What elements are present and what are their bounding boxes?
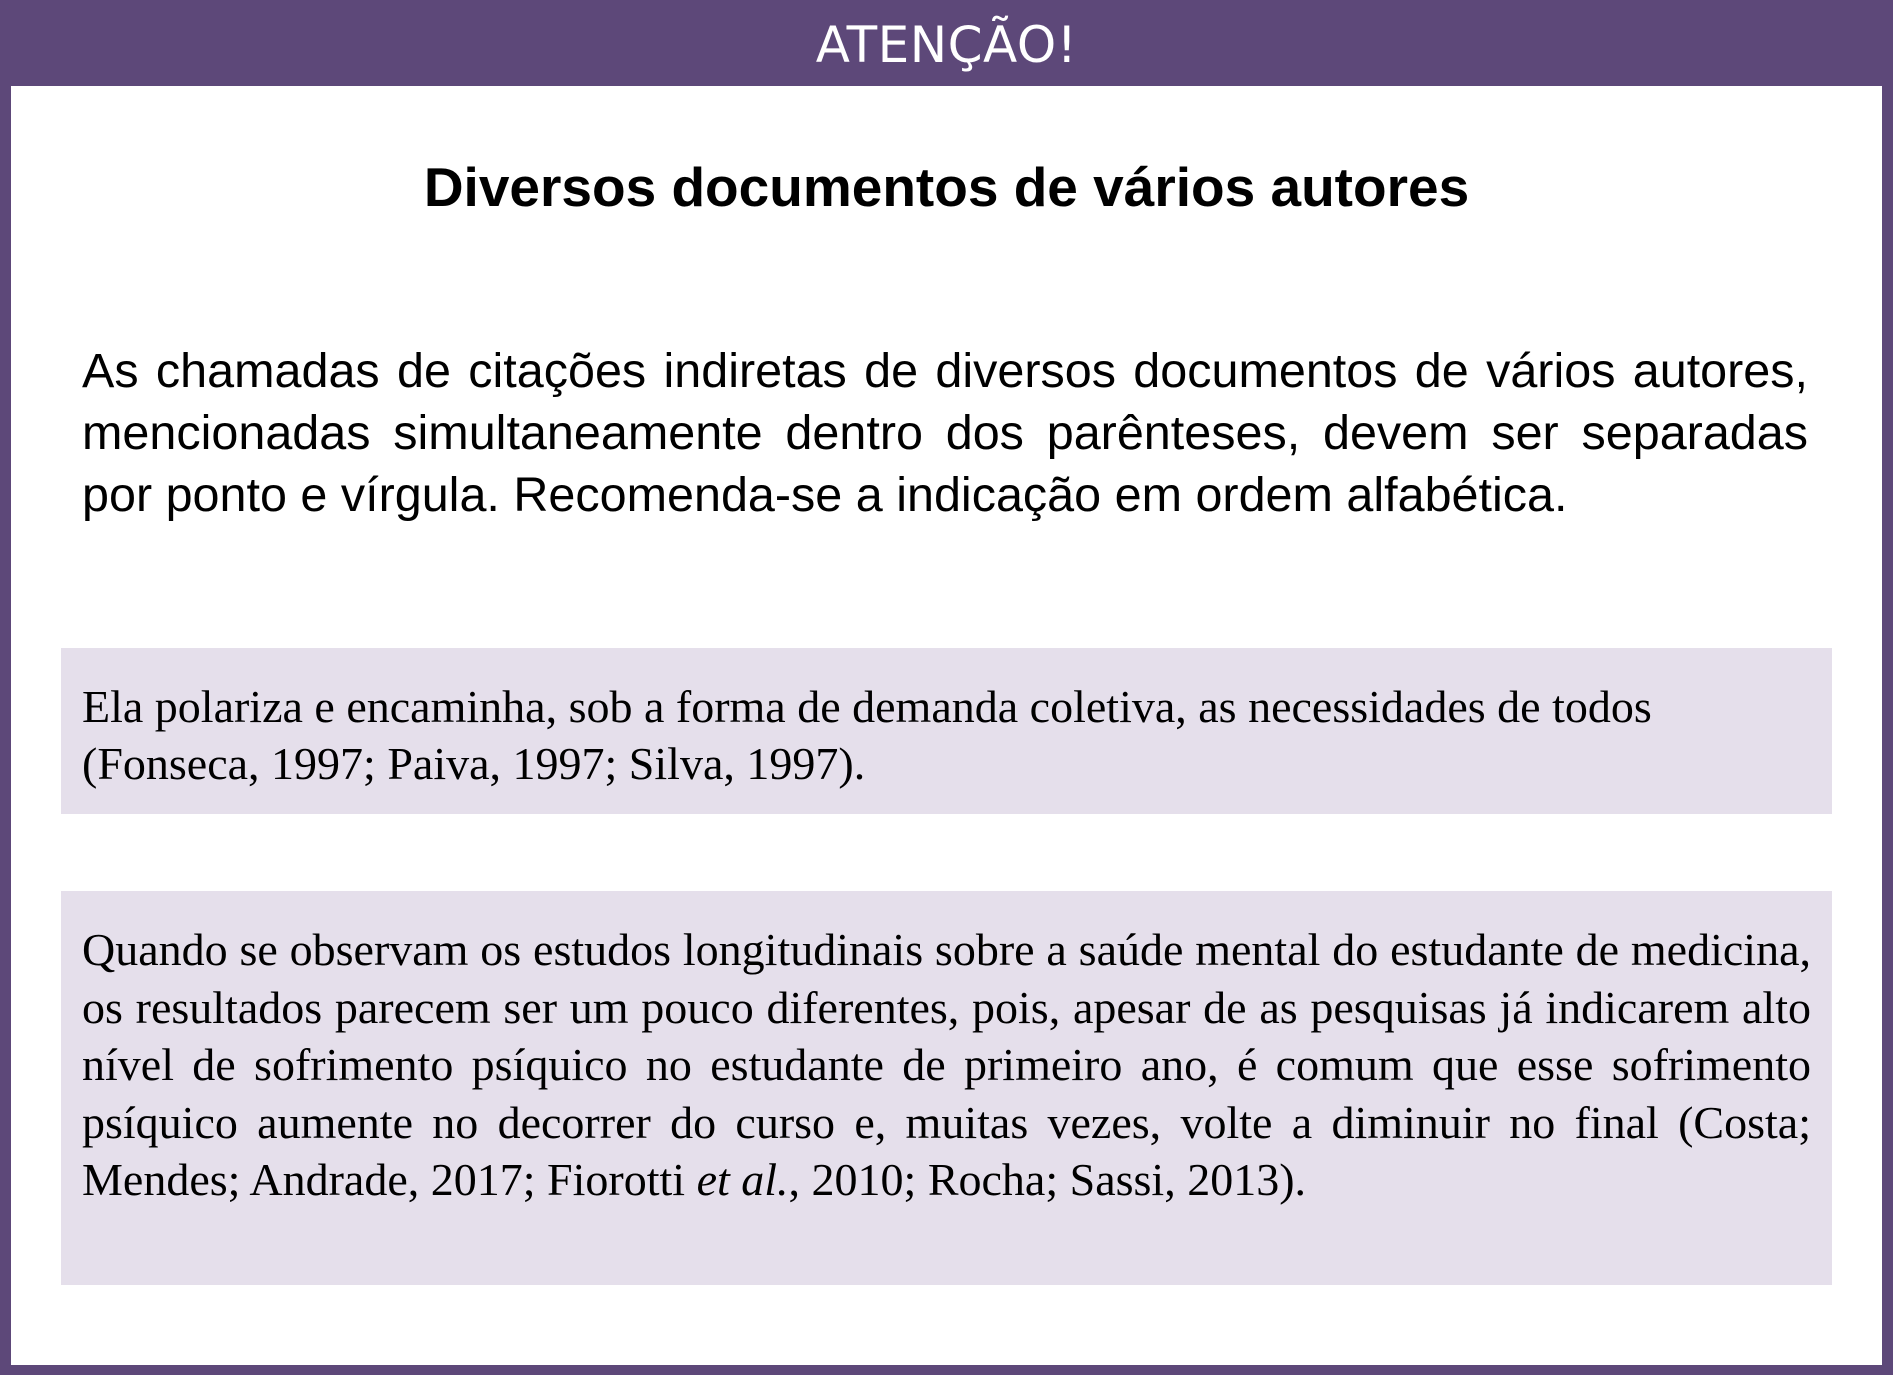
attention-title: ATENÇÃO! xyxy=(815,15,1078,74)
example-text-2-part-1: Quando se observam os estudos longitudinais sobre a saúde mental do estudante de medicina, os resultados parecem ser um pouco diferentes, pois, apesar de as pesquisas já indicarem alto nível de sofrimento psíquico no estudante de primeiro ano, é comum que esse sofrimento psíquico aumente no decorrer do curso e, muitas vezes, volte a diminuir no final (Costa; Mendes; Andrade, 2017; Fiorotti xyxy=(82,924,1811,1206)
example-box-1 xyxy=(61,648,1832,814)
example-text-2-part-2: , 2010; Rocha; Sassi, 2013). xyxy=(788,1154,1307,1206)
intro-paragraph: As chamadas de citações indiretas de diversos documentos de vários autores, mencionadas simultaneamente dentro dos parênteses, devem ser separadas por ponto e vírgula. Recomenda-se a indicação em ordem alfabética. xyxy=(82,344,1808,522)
example-box-2 xyxy=(61,891,1832,1285)
attention-header xyxy=(11,3,1882,86)
example-text-1: Ela polariza e encaminha, sob a forma de demanda coletiva, as necessidades de todos (Fonseca, 1997; Paiva, 1997; Silva, 1997). xyxy=(82,681,1652,789)
example-text-2 xyxy=(82,921,1811,1209)
document-title: Diversos documentos de vários autores xyxy=(423,156,1470,218)
et-al-italic: et al. xyxy=(696,1154,789,1206)
